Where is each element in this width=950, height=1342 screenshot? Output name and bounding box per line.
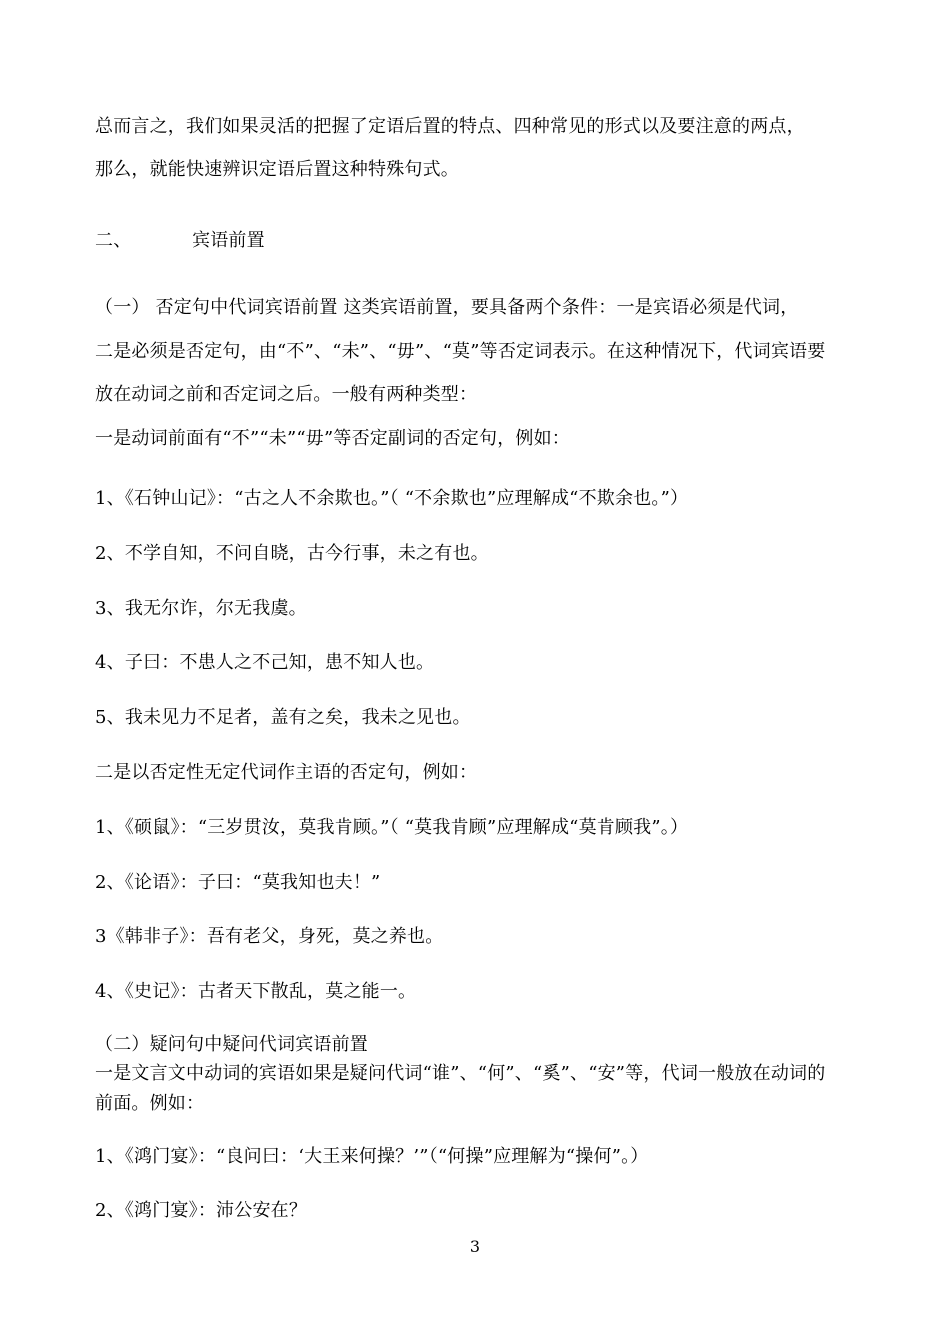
section-number: 二、	[95, 230, 132, 251]
part1-line-1: （一） 否定句中代词宾语前置 这类宾语前置，要具备两个条件：一是宾语必须是代词，	[95, 297, 799, 318]
part2-heading: （二）疑问句中疑问代词宾语前置	[95, 1034, 368, 1055]
part2-example: 1、《鸿门宴》：“良问曰：‘大王来何操？’”（“何操”应理解为“操何”。）	[95, 1146, 649, 1167]
summary-line-2: 那么，就能快速辨识定语后置这种特殊句式。	[95, 159, 459, 180]
type1-example: 3、我无尔诈，尔无我虞。	[95, 598, 307, 619]
part1-line-3: 放在动词之前和否定词之后。一般有两种类型：	[95, 384, 478, 405]
type1-example: 5、我未见力不足者，盖有之矣，我未之见也。	[95, 707, 471, 728]
summary-line-1: 总而言之，我们如果灵活的把握了定语后置的特点、四种常见的形式以及要注意的两点，	[95, 116, 805, 137]
type2-example: 1、《硕鼠》：“三岁贯汝，莫我肯顾。”（ “莫我肯顾”应理解成“莫肯顾我”。）	[95, 817, 689, 838]
type2-example: 4、《史记》：古者天下散乱，莫之能一。	[95, 981, 417, 1002]
type1-intro: 一是动词前面有“不”“未”“毋”等否定副词的否定句，例如：	[95, 428, 571, 449]
type2-example: 3《韩非子》：吾有老父，身死，莫之养也。	[95, 926, 444, 947]
page-number: 3	[469, 1237, 481, 1256]
type2-intro: 二是以否定性无定代词作主语的否定句，例如：	[95, 762, 478, 783]
part2-example: 2、《鸿门宴》：沛公安在？	[95, 1200, 308, 1221]
section-heading	[95, 229, 265, 253]
part1-line-2: 二是必须是否定句，由“不”、“未”、“毋”、“莫”等否定词表示。在这种情况下，代词宾语要	[95, 341, 826, 362]
part2-line-1: 一是文言文中动词的宾语如果是疑问代词“谁”、“何”、“奚”、“安”等，代词一般放在动词的	[95, 1063, 826, 1084]
section-title: 宾语前置	[192, 230, 265, 251]
type1-example: 2、不学自知，不问自晓，古今行事，未之有也。	[95, 543, 489, 564]
type2-example: 2、《论语》：子曰：“莫我知也夫！”	[95, 872, 381, 893]
type1-example: 4、子曰：不患人之不己知，患不知人也。	[95, 652, 435, 673]
part2-line-2: 前面。例如：	[95, 1093, 205, 1114]
type1-example: 1、《石钟山记》：“古之人不余欺也。”（ “不余欺也”应理解成“不欺余也。”）	[95, 488, 689, 509]
